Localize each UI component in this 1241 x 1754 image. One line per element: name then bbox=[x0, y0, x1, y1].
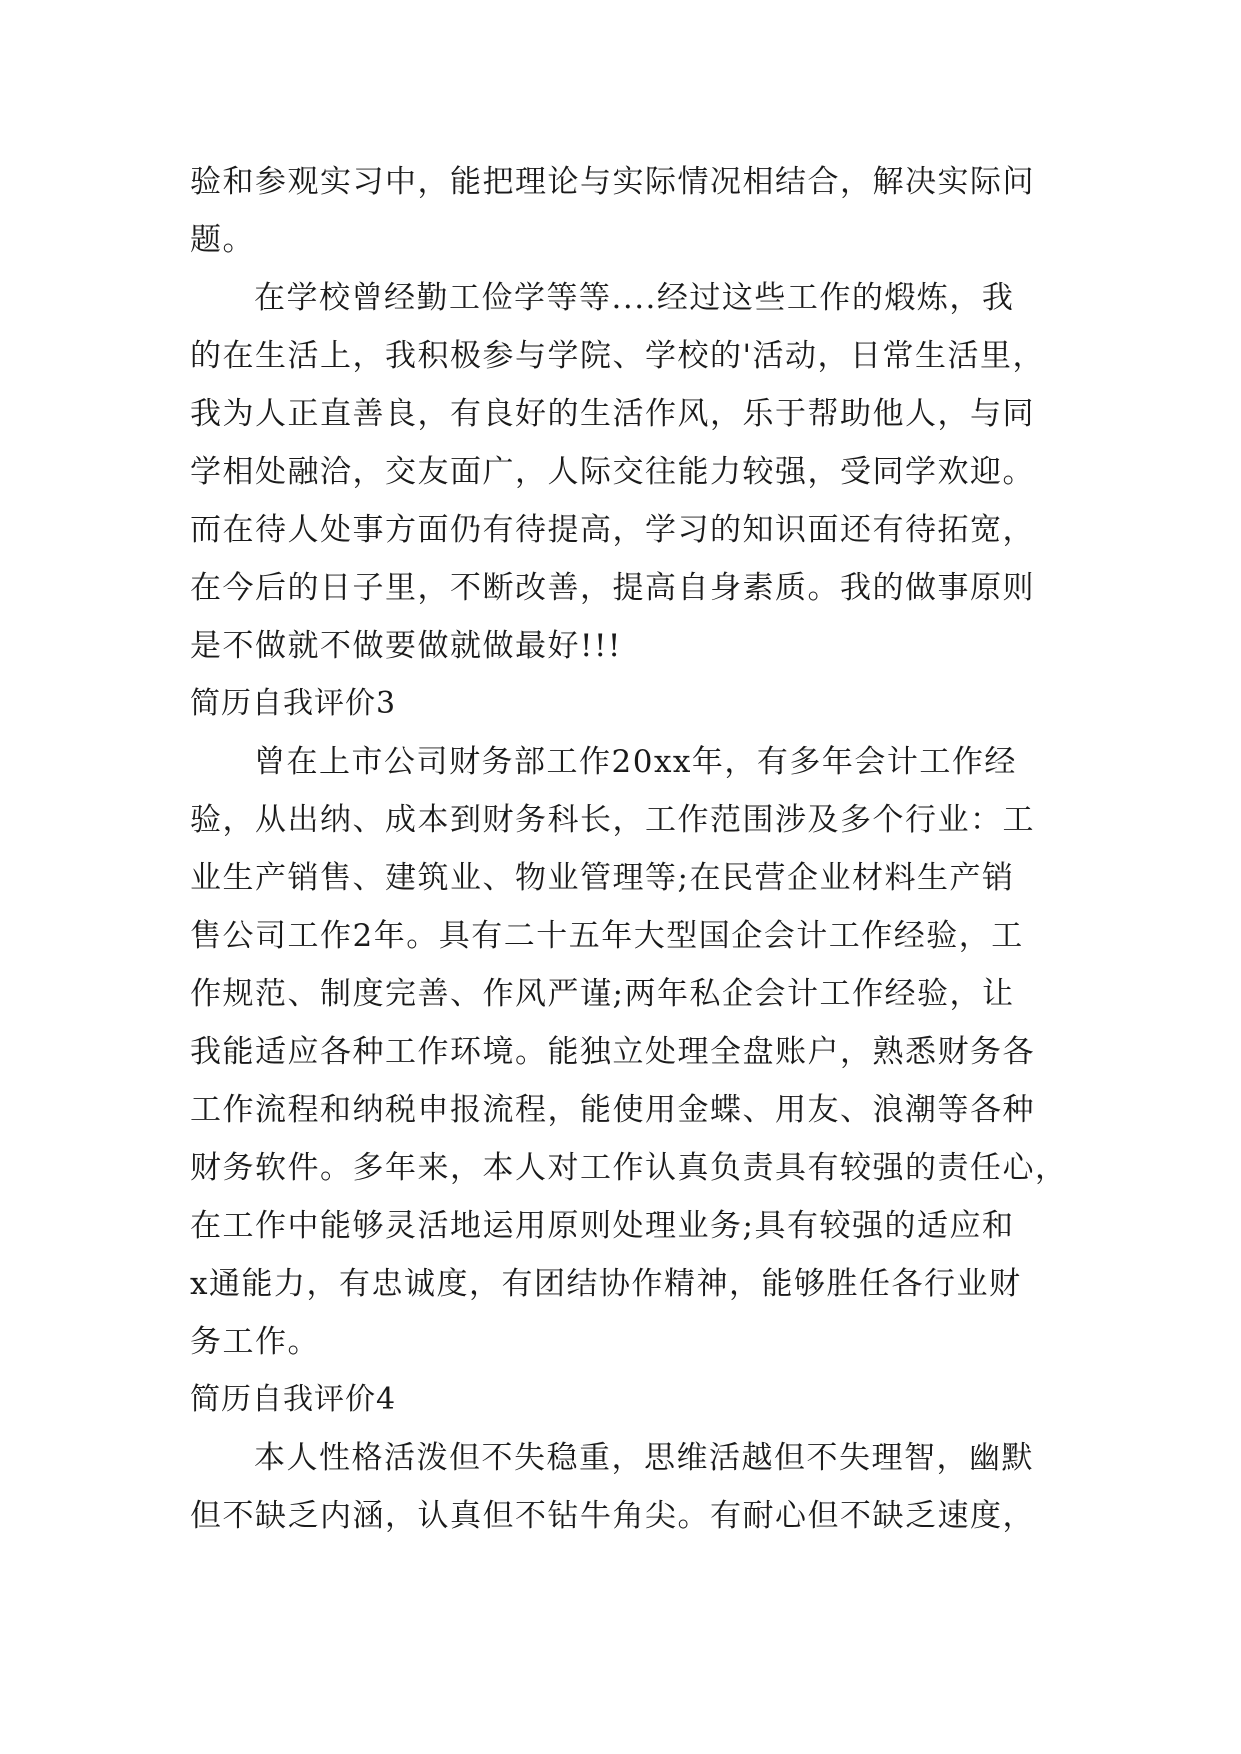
paragraph-line: 在工作中能够灵活地运用原则处理业务;具有较强的适应和 bbox=[190, 1208, 1015, 1244]
paragraph-line: x通能力，有忠诚度，有团结协作精神，能够胜任各行业财 bbox=[190, 1266, 1022, 1302]
paragraph-line: 工作流程和纳税申报流程，能使用金蝶、用友、浪潮等各种 bbox=[190, 1092, 1035, 1128]
paragraph-line: 务工作。 bbox=[190, 1324, 320, 1360]
paragraph-line: 而在待人处事方面仍有待提高，学习的知识面还有待拓宽， bbox=[190, 512, 1035, 548]
paragraph-line: 作规范、制度完善、作风严谨;两年私企会计工作经验，让 bbox=[190, 976, 1015, 1012]
paragraph-line: 财务软件。多年来，本人对工作认真负责具有较强的责任心， bbox=[190, 1150, 1068, 1186]
paragraph-line: 学相处融洽，交友面广，人际交往能力较强，受同学欢迎。 bbox=[190, 454, 1035, 490]
paragraph-line: 验，从出纳、成本到财务科长，工作范围涉及多个行业：工 bbox=[190, 802, 1035, 838]
paragraph-line: 但不缺乏内涵，认真但不钻牛角尖。有耐心但不缺乏速度， bbox=[190, 1498, 1035, 1534]
section-heading: 简历自我评价3 bbox=[190, 686, 397, 721]
paragraph-line: 曾在上市公司财务部工作20xx年，有多年会计工作经 bbox=[254, 744, 1017, 780]
paragraph-line: 在今后的日子里，不断改善，提高自身素质。我的做事原则 bbox=[190, 570, 1035, 606]
paragraph-line: 是不做就不做要做就做最好!!! bbox=[190, 628, 622, 664]
paragraph-line: 我能适应各种工作环境。能独立处理全盘账户，熟悉财务各 bbox=[190, 1034, 1035, 1070]
paragraph-line: 本人性格活泼但不失稳重，思维活越但不失理智，幽默 bbox=[254, 1440, 1034, 1476]
paragraph-line: 题。 bbox=[190, 222, 255, 258]
paragraph-line: 售公司工作2年。具有二十五年大型国企会计工作经验，工 bbox=[190, 918, 1024, 954]
section-heading: 简历自我评价4 bbox=[190, 1382, 397, 1417]
paragraph-line: 的在生活上，我积极参与学院、学校的'活动，日常生活里， bbox=[190, 338, 1046, 374]
paragraph-line: 业生产销售、建筑业、物业管理等;在民营企业材料生产销 bbox=[190, 860, 1015, 896]
paragraph-line: 在学校曾经勤工俭学等等....经过这些工作的煅炼，我 bbox=[254, 280, 1015, 316]
paragraph-line: 验和参观实习中，能把理论与实际情况相结合，解决实际问 bbox=[190, 164, 1035, 200]
paragraph-line: 我为人正直善良，有良好的生活作风，乐于帮助他人，与同 bbox=[190, 396, 1035, 432]
